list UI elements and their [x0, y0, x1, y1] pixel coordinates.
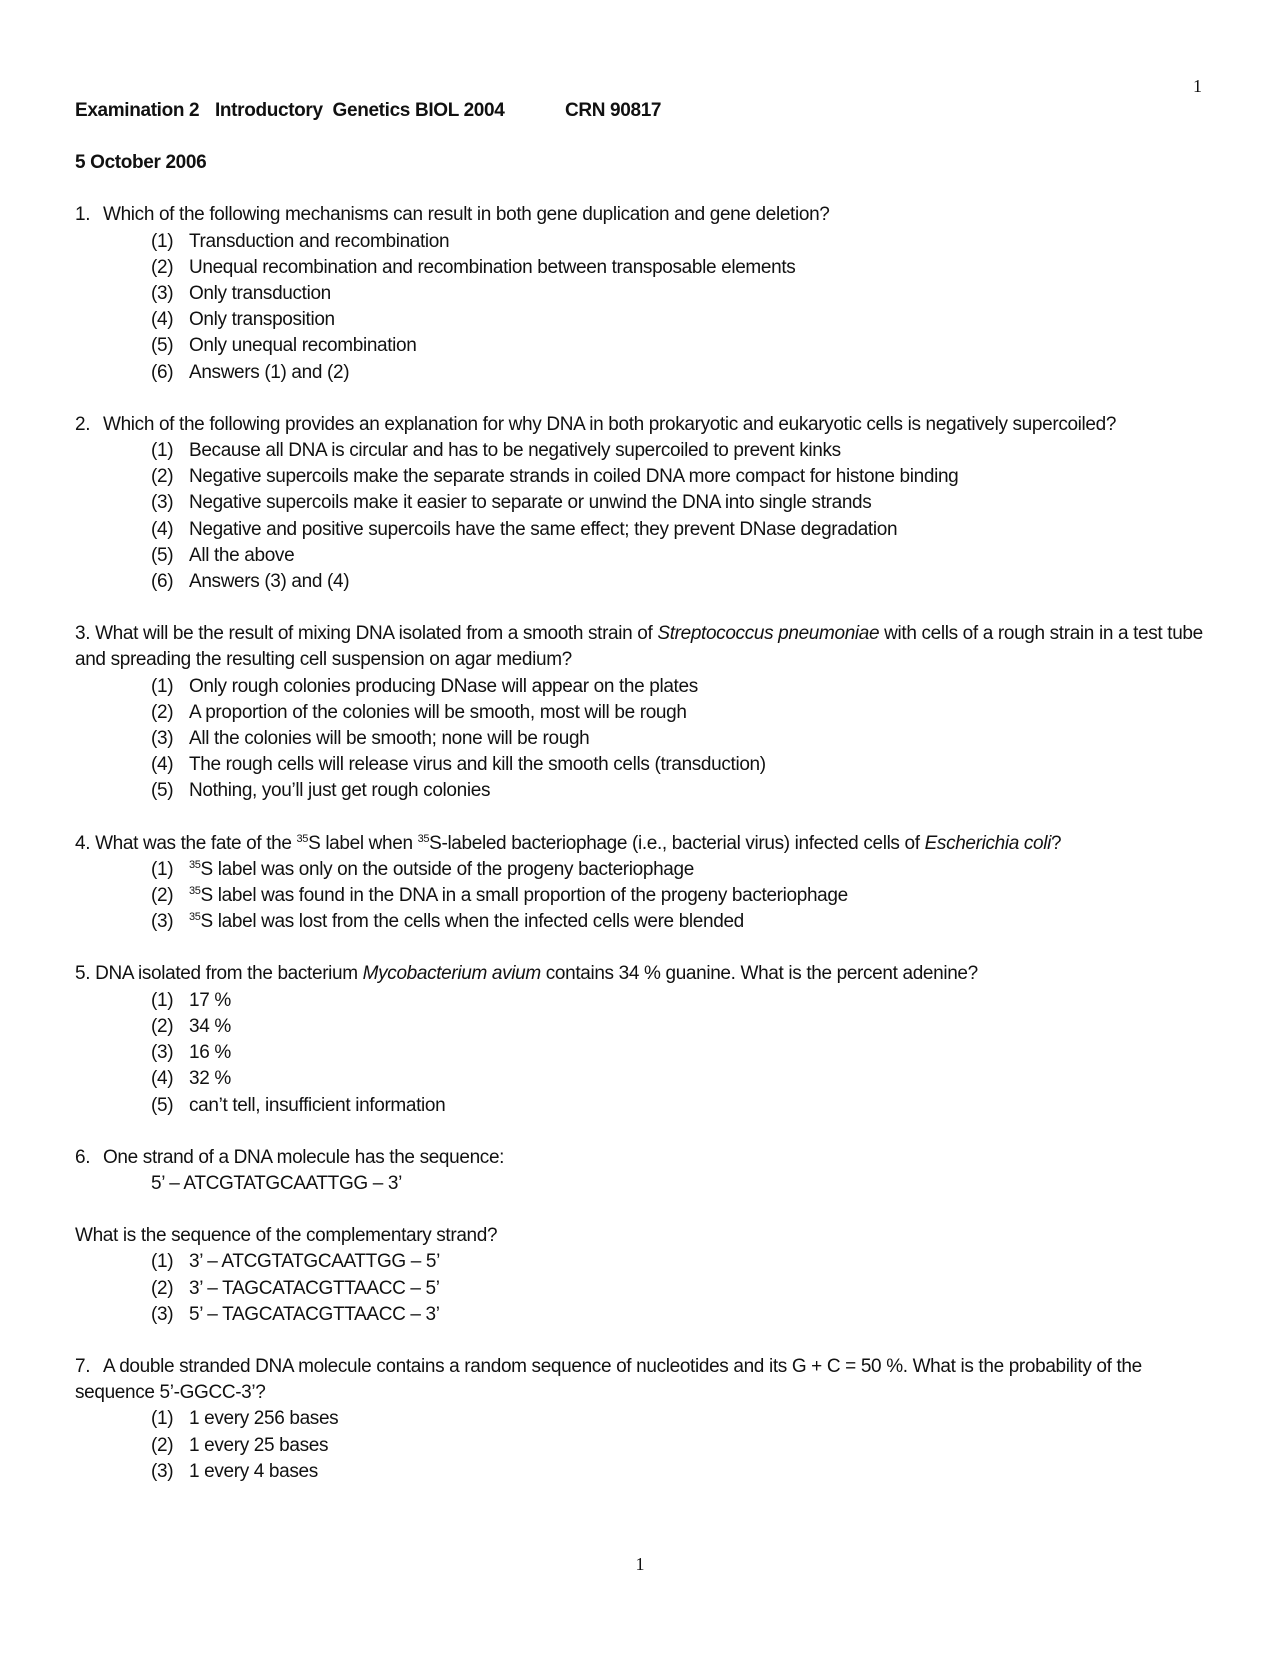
question-6-subquestion: What is the sequence of the complementary strand? [75, 1225, 498, 1247]
option: (4) The rough cells will release virus and kill the smooth cells (transduction) [151, 754, 766, 776]
exam-title: Examination 2 [75, 100, 200, 121]
option: (5) can’t tell, insufficient information [151, 1094, 446, 1116]
option: (1) 1 every 256 bases [151, 1408, 339, 1430]
question-7-text: 7. A double stranded DNA molecule contains a random sequence of nucleotides and its G + C = 50 %. What is the probability of the sequence 5’-GGCC-3’? [75, 1355, 1142, 1404]
question-3 [75, 621, 1215, 804]
question-number: 3. [75, 623, 91, 645]
species-name: Mycobacterium avium [362, 963, 541, 985]
option: (2) 34 % [151, 1015, 231, 1037]
isotope-superscript: 35 [189, 858, 201, 871]
exam-header [75, 98, 1215, 124]
option: (3) Only transduction [151, 283, 331, 305]
species-name: Streptococcus pneumoniae [657, 623, 880, 645]
option: (1) $^{35}$S label was only on the outside of the progeny bacteriophage [151, 858, 694, 880]
question-number: 1. [75, 204, 91, 226]
option: (1) Only rough colonies producing DNase will appear on the plates [151, 675, 698, 697]
question-number: 7. [75, 1355, 91, 1377]
question-7-options [75, 1406, 1215, 1485]
option: (3) 16 % [151, 1042, 231, 1064]
option: (4) 32 % [151, 1068, 231, 1090]
option: (6) Answers (3) and (4) [151, 571, 350, 593]
question-7 [75, 1354, 1215, 1485]
option: (1) 17 % [151, 989, 231, 1011]
question-6-options [75, 1249, 1215, 1328]
question-6-text: 6. One strand of a DNA molecule has the sequence: [75, 1145, 1215, 1171]
question-5 [75, 961, 1215, 1118]
exam-date: 5 October 2006 [75, 152, 207, 174]
question-3-text: 3. What will be the result of mixing DNA isolated from a smooth strain of Streptococcus pneumoniae with cells of a rough strain in a test tube and spreading the resulting cell suspension on agar medium? [75, 623, 1203, 671]
question-1 [75, 202, 1215, 385]
option: (2) 1 every 25 bases [151, 1434, 329, 1456]
crn: CRN 90817 [565, 100, 662, 121]
option: (5) Nothing, you’ll just get rough colonies [151, 780, 491, 802]
option: (3) 1 every 4 bases [151, 1460, 318, 1482]
question-6 [75, 1145, 1215, 1328]
question-2-text: 2. Which of the following provides an explanation for why DNA in both prokaryotic and eukaryotic cells is negatively supercoiled? [75, 412, 1215, 438]
species-name: Escherichia coli [924, 832, 1051, 854]
question-4-options [75, 857, 1215, 936]
question-3-options [75, 674, 1215, 805]
course-code: BIOL 2004 [415, 100, 505, 121]
question-4 [75, 831, 1215, 936]
option: (3) $^{35}$S label was lost from the cells when the infected cells were blended [151, 911, 744, 933]
option: (6) Answers (1) and (2) [151, 361, 350, 383]
question-number: 5. [75, 963, 91, 985]
option: (3) 5’ – TAGCATACGTTAACC – 3’ [151, 1303, 440, 1325]
question-2-options [75, 438, 1215, 595]
question-2 [75, 412, 1215, 595]
exam-content [75, 98, 1215, 1485]
question-1-options [75, 229, 1215, 386]
question-number: 4. [75, 832, 91, 854]
option: (2) A proportion of the colonies will be smooth, most will be rough [151, 701, 687, 723]
option: (2) Unequal recombination and recombination between transposable elements [151, 256, 796, 278]
option: (4) Only transposition [151, 309, 335, 331]
isotope-superscript: 35 [189, 911, 201, 924]
question-4-text: 4. What was the fate of the $^{35}$S label when $^{35}$S-labeled bacteriophage (i.e., bacterial virus) infected cells of Escherichia coli? [75, 832, 1062, 854]
isotope-superscript: 35 [417, 832, 430, 845]
option: (2) Negative supercoils make the separate strands in coiled DNA more compact for histone binding [151, 466, 959, 488]
course-title: Introductory Genetics [215, 100, 411, 121]
option: (3) Negative supercoils make it easier to separate or unwind the DNA into single strands [151, 492, 872, 514]
option: (1) 3’ – ATCGTATGCAATTGG – 5’ [151, 1251, 440, 1273]
isotope-superscript: 35 [189, 885, 201, 898]
option: (2) $^{35}$S label was found in the DNA in a small proportion of the progeny bacteriophage [151, 885, 848, 907]
question-5-text: 5. DNA isolated from the bacterium Mycobacterium avium contains 34 % guanine. What is the percent adenine? [75, 963, 978, 985]
page-number-top: 1 [1193, 76, 1202, 96]
question-1-text: 1. Which of the following mechanisms can result in both gene duplication and gene deletion? [75, 202, 1215, 228]
page-number-bottom: 1 [635, 1554, 645, 1574]
question-5-options [75, 988, 1215, 1119]
option: (4) Negative and positive supercoils have the same effect; they prevent DNase degradation [151, 518, 898, 540]
isotope-superscript: 35 [296, 832, 309, 845]
dna-sequence: 5’ – ATCGTATGCAATTGG – 3’ [151, 1172, 402, 1194]
option: (1) Because all DNA is circular and has to be negatively supercoiled to prevent kinks [151, 440, 841, 462]
option: (2) 3’ – TAGCATACGTTAACC – 5’ [151, 1277, 440, 1299]
question-number: 6. [75, 1146, 91, 1168]
option: (3) All the colonies will be smooth; none will be rough [151, 728, 590, 750]
question-number: 2. [75, 413, 91, 435]
option: (5) Only unequal recombination [151, 335, 417, 357]
option: (5) All the above [151, 544, 295, 566]
option: (1) Transduction and recombination [151, 230, 450, 252]
